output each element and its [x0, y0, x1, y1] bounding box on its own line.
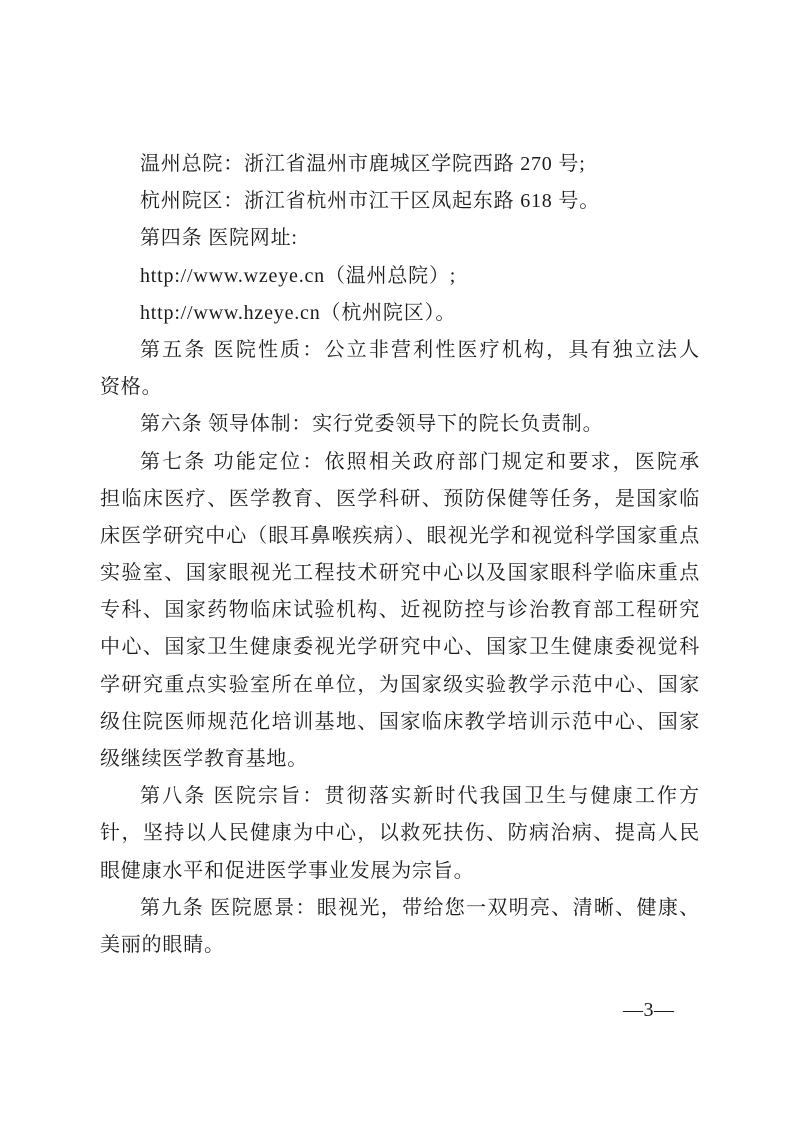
line-article9-vision-1: 第九条 医院愿景：眼视光，带给您一双明亮、清晰、健康、	[140, 896, 700, 919]
line-article7-function-9: 级继续医学教育基地。	[100, 748, 308, 770]
line-article7-function-2: 担临床医疗、医学教育、医学科研、预防保健等任务，是国家临	[100, 487, 700, 510]
line-article4-hospital-website: 第四条 医院网址:	[140, 227, 298, 250]
line-url-wenzhou: http://www.wzeye.cn（温州总院）;	[140, 264, 457, 287]
page-number: —3—	[623, 999, 675, 1021]
line-article7-function-1: 第七条 功能定位：依照相关政府部门规定和要求，医院承	[140, 450, 700, 473]
line-article7-function-3: 床医学研究中心（眼耳鼻喉疾病）、眼视光学和视觉科学国家重点	[100, 524, 700, 547]
line-article6-leadership: 第六条 领导体制：实行党委领导下的院长负责制。	[140, 413, 604, 436]
line-article8-mission-2: 针，坚持以人民健康为中心，以救死扶伤、防病治病、提高人民	[100, 822, 700, 845]
line-url-hangzhou: http://www.hzeye.cn（杭州院区）。	[140, 301, 457, 324]
line-article7-function-8: 级住院医师规范化培训基地、国家临床教学培训示范中心、国家	[100, 710, 700, 733]
line-hangzhou-campus-address: 杭州院区：浙江省杭州市江干区凤起东路 618 号。	[140, 190, 600, 213]
line-article7-function-6: 中心、国家卫生健康委视光学研究中心、国家卫生健康委视觉科	[100, 636, 700, 659]
line-article9-vision-2: 美丽的眼睛。	[100, 933, 225, 956]
line-article8-mission-1: 第八条 医院宗旨：贯彻落实新时代我国卫生与健康工作方	[140, 785, 700, 808]
line-article7-function-5: 专科、国家药物临床试验机构、近视防控与诊治教育部工程研究	[100, 599, 700, 622]
line-article7-function-7: 学研究重点实验室所在单位，为国家级实验教学示范中心、国家	[100, 673, 700, 696]
line-article5-nature-2: 资格。	[100, 376, 163, 399]
document-body	[100, 146, 700, 964]
line-article5-nature-1: 第五条 医院性质：公立非营利性医疗机构，具有独立法人	[140, 338, 700, 361]
line-article8-mission-3: 眼健康水平和促进医学事业发展为宗旨。	[100, 859, 475, 882]
line-wenzhou-main-address: 温州总院：浙江省温州市鹿城区学院西路 270 号;	[140, 153, 586, 175]
line-article7-function-4: 实验室、国家眼视光工程技术研究中心以及国家眼科学临床重点	[100, 562, 700, 585]
